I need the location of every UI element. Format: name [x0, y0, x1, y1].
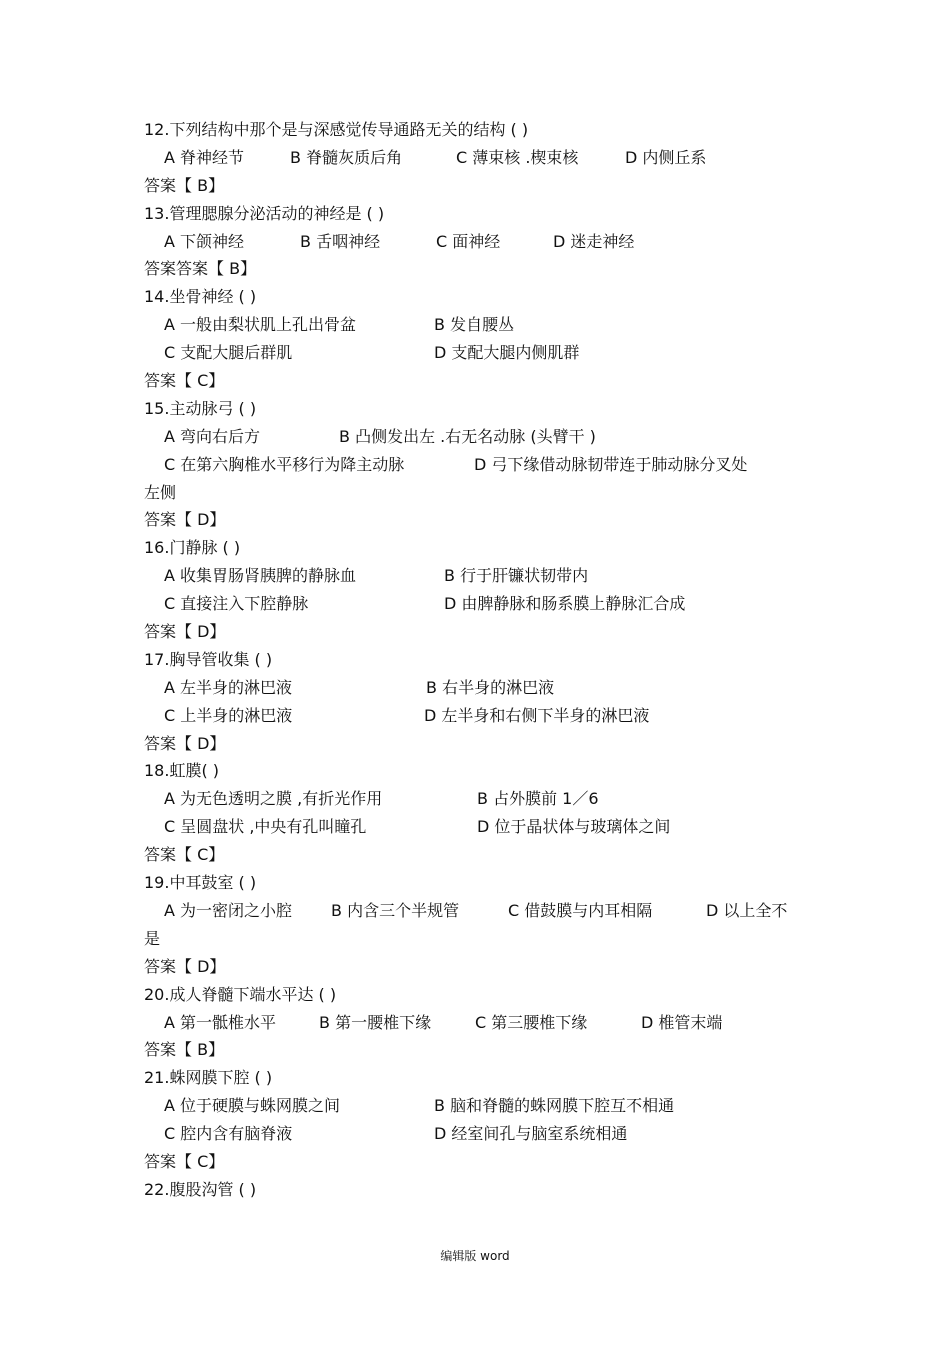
answer-line: 答案【 C】 [144, 371, 225, 391]
options-row [144, 1009, 824, 1037]
answer-line: 答案答案【 B】 [144, 259, 257, 279]
option-d: D 由脾静脉和肠系膜上静脉汇合成 [444, 594, 686, 614]
question-stem: 14.坐骨神经 ( ) [144, 287, 257, 307]
option-a: A 脊神经节 [164, 147, 245, 167]
question-stem: 22.腹股沟管 ( ) [144, 1179, 257, 1199]
page-footer: 编辑版 word [440, 1249, 510, 1263]
option-a: A 为一密闭之小腔 [164, 900, 293, 920]
options-row [144, 590, 824, 618]
options-row [144, 813, 824, 841]
option-c: C 腔内含有脑脊液 [164, 1124, 293, 1144]
option-c: C 直接注入下腔静脉 [164, 594, 309, 614]
answer-line: 答案【 D】 [144, 510, 226, 530]
question-stem: 18.虹膜( ) [144, 761, 220, 781]
option-c: C 面神经 [436, 231, 501, 251]
option-b: B 凸侧发出左 .右无名动脉 (头臂干 ) [339, 426, 596, 446]
question-stem: 16.门静脉 ( ) [144, 538, 241, 558]
option-d: D 以上全不 [706, 900, 788, 920]
option-a: A 位于硬膜与蛛网膜之间 [164, 1096, 341, 1116]
question-stem: 19.中耳鼓室 ( ) [144, 873, 257, 893]
options-row [144, 897, 824, 925]
option-d: D 左半身和右侧下半身的淋巴液 [424, 705, 650, 725]
option-b: B 发自腰丛 [434, 315, 515, 335]
option-a: A 一般由梨状肌上孔出骨盆 [164, 315, 357, 335]
answer-line: 答案【 B】 [144, 1040, 225, 1060]
option-b: B 占外膜前 1／6 [477, 789, 599, 809]
answer-line: 答案【 D】 [144, 956, 226, 976]
question-stem: 15.主动脉弓 ( ) [144, 398, 257, 418]
option-d: D 经室间孔与脑室系统相通 [434, 1124, 628, 1144]
option-d: D 迷走神经 [553, 231, 635, 251]
answer-line: 答案【 B】 [144, 175, 225, 195]
options-row [144, 702, 824, 730]
option-a: A 为无色透明之膜 ,有折光作用 [164, 789, 383, 809]
option-c: C 支配大腿后群肌 [164, 343, 293, 363]
option-wrap-text: 是 [144, 928, 161, 948]
question-list [144, 116, 824, 1204]
option-c: C 薄束核 .楔束核 [456, 147, 579, 167]
option-c: C 借鼓膜与内耳相隔 [508, 900, 653, 920]
option-wrap-text: 左侧 [144, 482, 177, 502]
option-a: A 左半身的淋巴液 [164, 677, 293, 697]
options-row [144, 228, 824, 256]
option-d: D 弓下缘借动脉韧带连于肺动脉分叉处 [474, 454, 748, 474]
options-row [144, 144, 824, 172]
option-a: A 弯向右后方 [164, 426, 261, 446]
option-d: D 支配大腿内侧肌群 [434, 343, 580, 363]
options-row [144, 451, 824, 479]
options-row [144, 339, 824, 367]
options-row [144, 423, 824, 451]
answer-line: 答案【 D】 [144, 622, 226, 642]
answer-line: 答案【 C】 [144, 1151, 225, 1171]
option-b: B 第一腰椎下缘 [319, 1012, 432, 1032]
option-b: B 内含三个半规管 [331, 900, 460, 920]
option-c: C 在第六胸椎水平移行为降主动脉 [164, 454, 405, 474]
option-b: B 脊髓灰质后角 [290, 147, 403, 167]
option-c: C 呈圆盘状 ,中央有孔叫瞳孔 [164, 817, 367, 837]
question-stem: 13.管理腮腺分泌活动的神经是 ( ) [144, 203, 385, 223]
question-stem: 20.成人脊髓下端水平达 ( ) [144, 984, 337, 1004]
option-d: D 位于晶状体与玻璃体之间 [477, 817, 671, 837]
question-stem: 17.胸导管收集 ( ) [144, 649, 273, 669]
option-c: C 上半身的淋巴液 [164, 705, 293, 725]
option-d: D 内侧丘系 [625, 147, 707, 167]
options-row [144, 311, 824, 339]
option-a: A 下颌神经 [164, 231, 245, 251]
option-a: A 第一骶椎水平 [164, 1012, 277, 1032]
option-b: B 行于肝镰状韧带内 [444, 566, 589, 586]
options-row [144, 785, 824, 813]
option-c: C 第三腰椎下缘 [475, 1012, 588, 1032]
option-b: B 脑和脊髓的蛛网膜下腔互不相通 [434, 1096, 675, 1116]
question-stem: 12.下列结构中那个是与深感觉传导通路无关的结构 ( ) [144, 120, 529, 139]
option-a: A 收集胃肠肾胰脾的静脉血 [164, 566, 357, 586]
answer-line: 答案【 C】 [144, 845, 225, 865]
options-row [144, 674, 824, 702]
option-d: D 椎管末端 [641, 1012, 723, 1032]
options-row [144, 1120, 824, 1148]
option-b: B 右半身的淋巴液 [426, 677, 555, 697]
option-b: B 舌咽神经 [300, 231, 381, 251]
options-row [144, 1092, 824, 1120]
options-row [144, 562, 824, 590]
answer-line: 答案【 D】 [144, 733, 226, 753]
question-stem: 21.蛛网膜下腔 ( ) [144, 1068, 273, 1088]
